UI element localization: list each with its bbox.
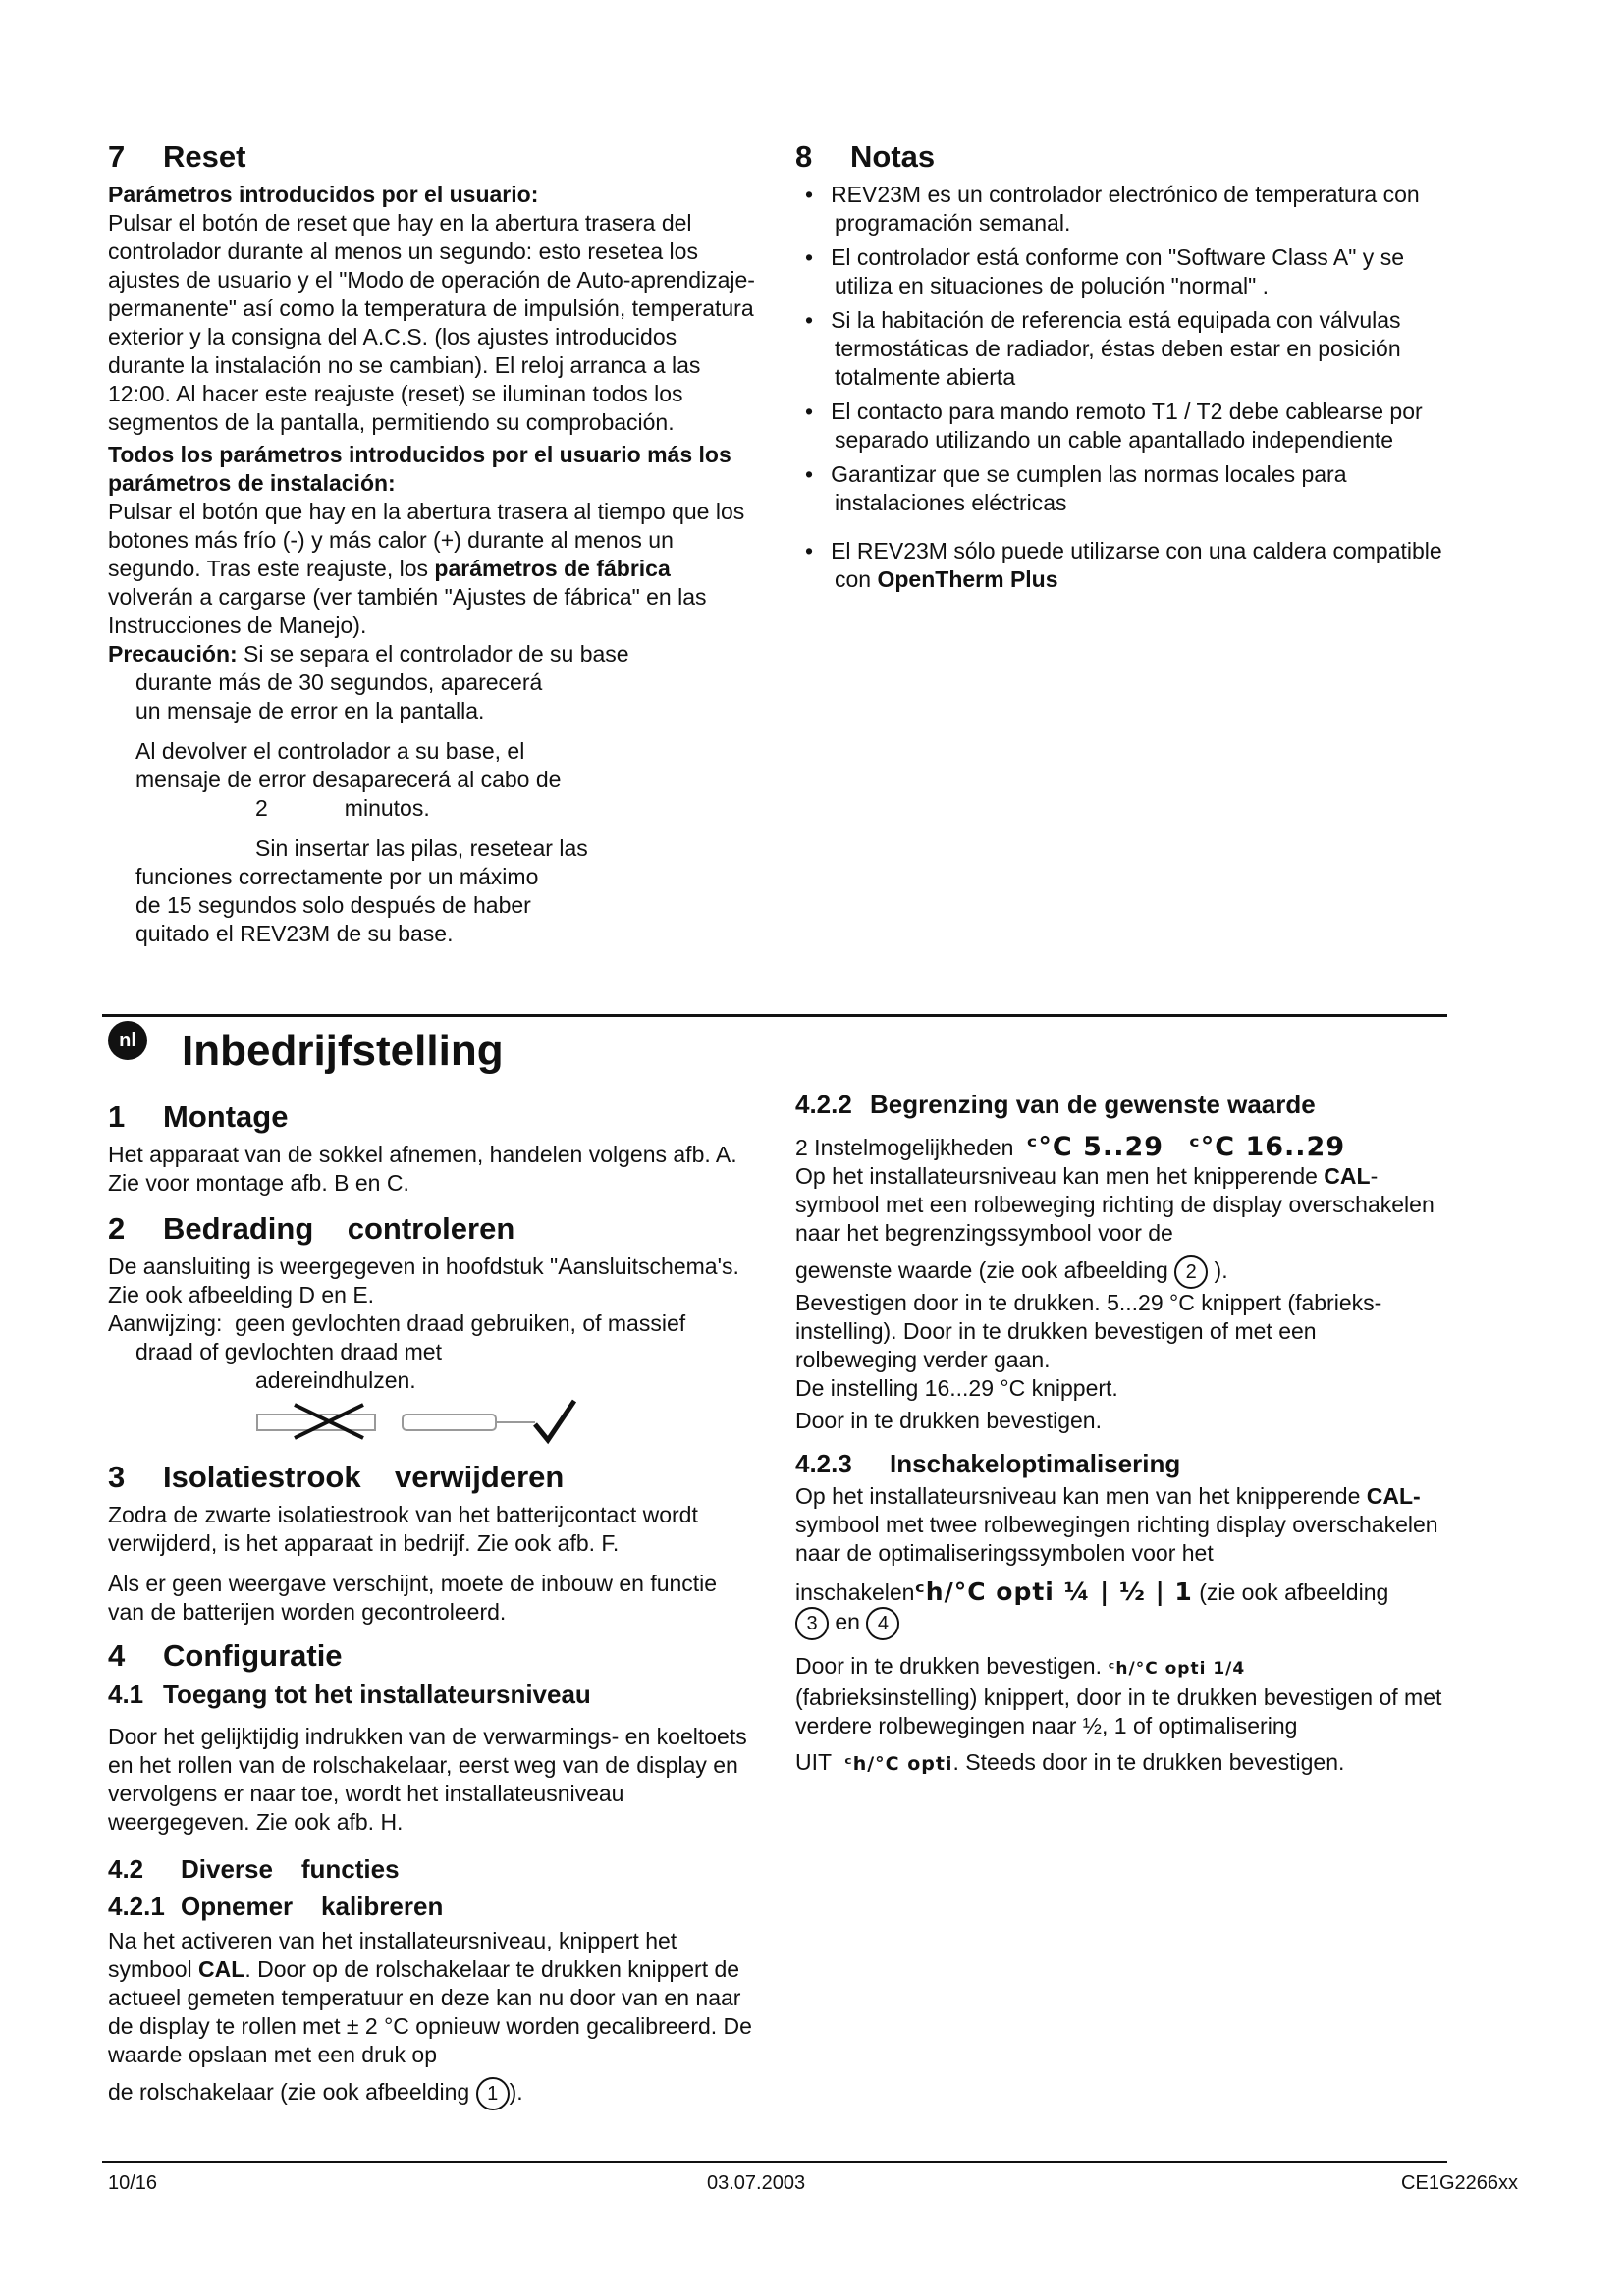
inschakel-paragraph: Op het installateursniveau kan men van het knipperende CAL- symbool met twee rolbewegingen richting display overschakelen naar de optimaliseringssymbolen voor het <box>795 1483 1438 1566</box>
footer-doc-code: CE1G2266xx <box>1401 2172 1518 2194</box>
section-divider <box>102 1014 1447 1017</box>
range-5-29-icon: ᶜ°C 5..29 <box>1026 1132 1164 1162</box>
language-badge-nl: nl <box>108 1021 147 1060</box>
section-reset <box>108 137 756 948</box>
reset-return-line: mensaje de error desaparecerá al cabo de <box>135 767 562 792</box>
footer-date: 03.07.2003 <box>707 2172 806 2194</box>
notas-item: • El contacto para mando remoto T1 / T2 debe cablearse por separado utilizando un cable apantallado independiente <box>795 398 1443 454</box>
bedrading-heading: 2 Bedrading controleren <box>108 1211 515 1246</box>
nl-right-column <box>795 1088 1443 1779</box>
inschakel-heading: 4.2.3 Inschakeloptimalisering <box>795 1449 1181 1478</box>
configuratie-heading: 4 Configuratie <box>108 1638 343 1673</box>
notas-item: • El REV23M sólo puede utilizarse con una caldera compatible con OpenTherm Plus <box>795 537 1443 594</box>
inschakel-default: (fabrieksinstelling) knippert, door in te drukken bevestigen of met verdere rolbewegingen naar ½, 1 of optimalisering <box>795 1684 1442 1738</box>
kalibreren-heading: 4.2.1 Opnemer kalibreren <box>108 1892 444 1921</box>
toegang-heading: 4.1 Toegang tot het installateursniveau <box>108 1680 591 1709</box>
reset-subheading-user: Parámetros introducidos por el usuario: <box>108 182 539 207</box>
montage-heading: 1 Montage <box>108 1099 289 1134</box>
reset-return-line: Al devolver el controlador a su base, el <box>135 738 525 764</box>
range-16-29-icon: ᶜ°C 16..29 <box>1188 1132 1346 1162</box>
begrenzing-paragraph: Op het installateursniveau kan men het knipperende CAL-symbool met een rolbeweging richting de display overschakelen naar het begrenzingssymbool voor de <box>795 1163 1435 1246</box>
kalibreren-paragraph: Na het activeren van het installateursniveau, knippert het symbool CAL. Door op de rolschakelaar te drukken knippert de actueel gemeten temperatuur en deze kan nu door van en naar de display te rollen met ± 2 °C opnieuw worden gecalibreerd. De waarde opslaan met een druk op <box>108 1928 752 2067</box>
begrenzing-final: Door in te drukken bevestigen. <box>795 1408 1102 1433</box>
notas-heading: 8 Notas <box>795 139 936 174</box>
nl-left-column <box>108 1097 756 2110</box>
inschakel-symbols: inschakelenᶜh/°C opti ¼ | ½ | 1 (zie ook afbeelding <box>795 1577 1389 1606</box>
footer-divider <box>102 2161 1447 2163</box>
reset-battery-line: quitado el REV23M de su base. <box>135 921 454 946</box>
opti-off-icon: ᶜh/°C opti <box>843 1753 953 1775</box>
reset-battery-line: de 15 segundos solo después de haber <box>135 892 531 918</box>
figure-4-icon: 4 <box>866 1607 899 1640</box>
reset-caution: Precaución: Si se separa el controlador de su base <box>108 641 629 667</box>
reset-battery-line: Sin insertar las pilas, resetear las <box>255 835 588 861</box>
reset-subheading-all: Todos los parámetros introducidos por el usuario más los parámetros de instalación: <box>108 442 731 496</box>
figure-3-icon: 3 <box>795 1607 829 1640</box>
bedrading-paragraph: De aansluiting is weergegeven in hoofdstuk "Aansluitschema's. Zie ook afbeelding D en E. <box>108 1254 739 1308</box>
figure-1-icon: 1 <box>476 2077 510 2110</box>
wire-illustration <box>255 1395 756 1450</box>
reset-heading: 7 Reset <box>108 139 246 174</box>
reset-return-minutes: 2 minutos. <box>255 795 430 821</box>
notas-list <box>795 181 1443 594</box>
diverse-heading: 4.2 Diverse functies <box>108 1854 400 1884</box>
reset-caution-line: un mensaje de error en la pantalla. <box>135 698 485 723</box>
begrenzing-confirm: Bevestigen door in te drukken. 5...29 °C knippert (fabrieks-instelling). Door in te drukken bevestigen of met een rolbeweging verder gaan. <box>795 1290 1382 1372</box>
notas-item: • REV23M es un controlador electrónico de temperatura con programación semanal. <box>795 181 1443 238</box>
bedrading-hint-line: draad of gevlochten draad met <box>135 1339 442 1364</box>
reset-paragraph-all: Pulsar el botón que hay en la abertura trasera al tiempo que los botones más frío (-) y más calor (+) durante al menos un segundo. Tras este reajuste, los parámetros de fábrica volverán a cargarse (ver también "Ajustes de fábrica" en las Instrucciones de Manejo). <box>108 499 745 638</box>
opti-symbols-icon: ᶜh/°C opti ¼ | ½ | 1 <box>914 1577 1193 1606</box>
inschakel-off: UIT ᶜh/°C opti. Steeds door in te drukken bevestigen. <box>795 1749 1345 1775</box>
reset-paragraph-user: Pulsar el botón de reset que hay en la abertura trasera del controlador durante al menos un segundo: esto resetea los ajustes de usuario y el "Modo de operación de Auto-aprendizaje-permanente" así como la temperatura de impulsión, temperatura exterior y la consigna del A.C.S. (los ajustes introducidos durante la instalación no se cambian). El reloj arranca a las 12:00. Al hacer este reajuste (reset) se iluminan todos los segmentos de la pantalla, permitiendo su comprobación. <box>108 210 755 435</box>
begrenzing-options: 2 Instelmogelijkheden ᶜ°C 5..29 ᶜ°C 16..29 <box>795 1132 1346 1162</box>
page-title: Inbedrijfstelling <box>182 1027 504 1075</box>
begrenzing-figure-ref: gewenste waarde (zie ook afbeelding 2 ). <box>795 1255 1443 1289</box>
kalibreren-figure-ref: de rolschakelaar (zie ook afbeelding 1 ). <box>108 2077 756 2110</box>
figure-2-icon: 2 <box>1174 1255 1208 1289</box>
reset-battery-line: funciones correctamente por un máximo <box>135 864 539 889</box>
wire-diagram-icon <box>255 1395 589 1450</box>
reset-caution-line: durante más de 30 segundos, aparecerá <box>135 669 543 695</box>
notas-item: • Garantizar que se cumplen las normas locales para instalaciones eléctricas <box>795 460 1443 517</box>
isolatiestrook-heading: 3 Isolatiestrook verwijderen <box>108 1460 565 1494</box>
section-notas <box>795 137 1443 594</box>
inschakel-figure-ref: 3 en 4 <box>795 1607 1443 1640</box>
isolatiestrook-paragraph: Als er geen weergave verschijnt, moete de inbouw en functie van de batterijen worden gecontroleerd. <box>108 1571 718 1625</box>
begrenzing-heading: 4.2.2 Begrenzing van de gewenste waarde <box>795 1090 1316 1119</box>
notas-item: • Si la habitación de referencia está equipada con válvulas termostáticas de radiador, éstas deben estar en posición totalmente abierta <box>795 306 1443 392</box>
notas-item: • El controlador está conforme con "Software Class A" y se utiliza en situaciones de polución "normal" . <box>795 243 1443 300</box>
toegang-paragraph: Door het gelijktijdig indrukken van de verwarmings- en koeltoets en het rollen van de rolschakelaar, eerst weg van de display en vervolgens er naar toe, wordt het installateusniveau weergegeven. Zie ook afb. H. <box>108 1724 747 1835</box>
begrenzing-setting: De instelling 16...29 °C knippert. <box>795 1375 1118 1401</box>
footer-page-number: 10/16 <box>108 2172 158 2194</box>
montage-paragraph: Het apparaat van de sokkel afnemen, handelen volgens afb. A. Zie voor montage afb. B en C. <box>108 1142 737 1196</box>
isolatiestrook-paragraph: Zodra de zwarte isolatiestrook van het batterijcontact wordt verwijderd, is het apparaat in bedrijf. Zie ook afb. F. <box>108 1502 698 1556</box>
opti-quarter-icon: ᶜh/°C opti 1/4 <box>1108 1659 1246 1679</box>
bedrading-hint: Aanwijzing: geen gevlochten draad gebruiken, of massief <box>108 1310 686 1336</box>
inschakel-confirm: Door in te drukken bevestigen. ᶜh/°C opti 1/4 <box>795 1653 1246 1679</box>
bedrading-hint-line: adereindhulzen. <box>255 1367 416 1393</box>
